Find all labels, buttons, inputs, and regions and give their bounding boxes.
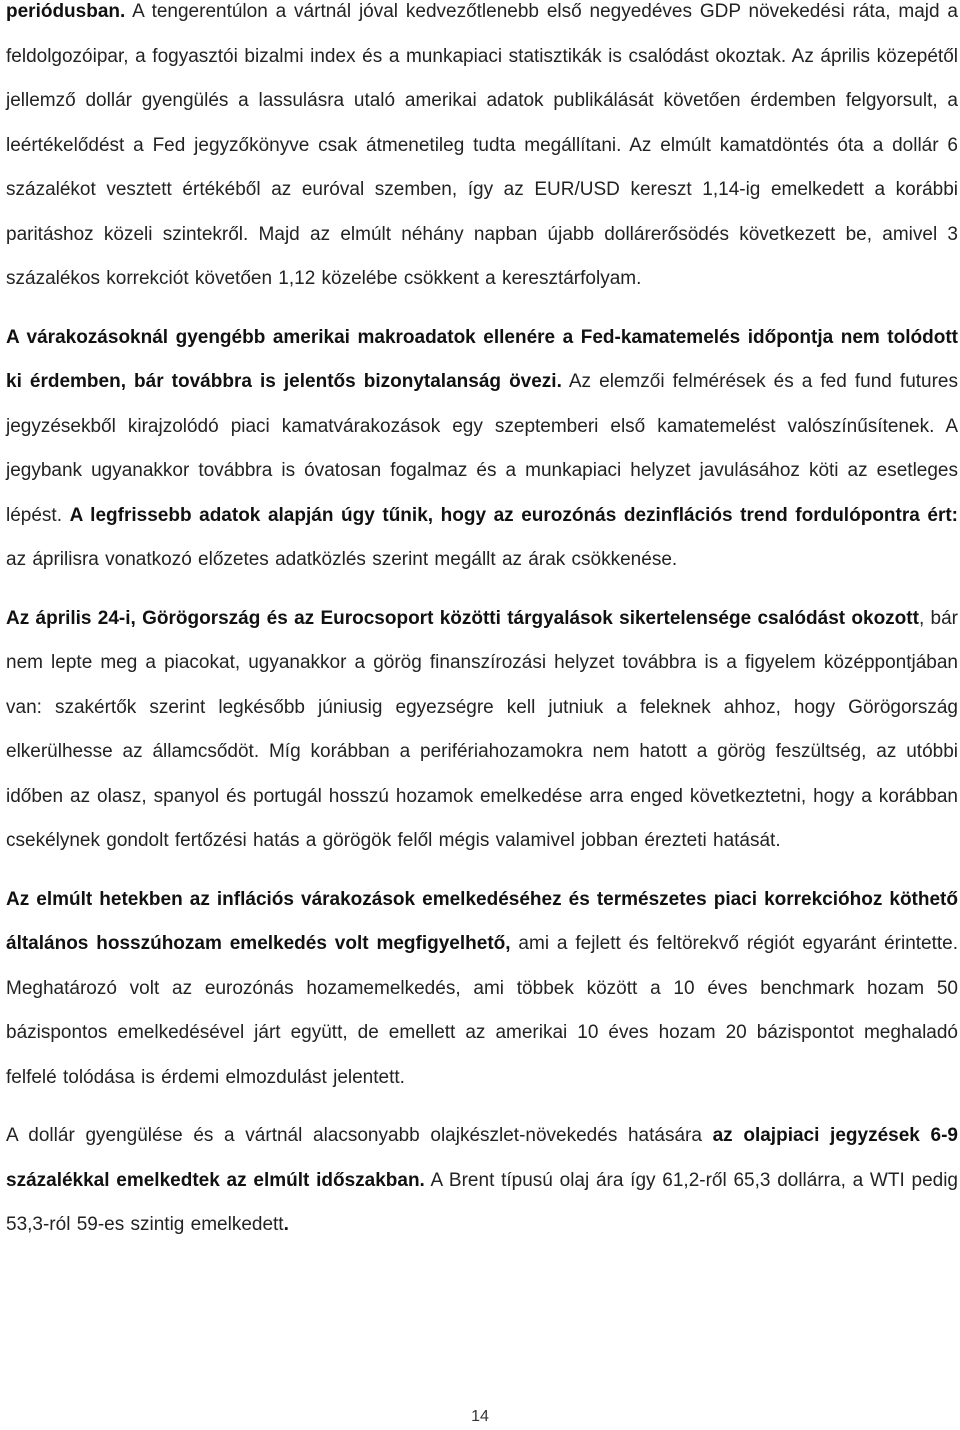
text-segment: az áprilisra vonatkozó előzetes adatközlés szerint megállt az árak csökkenése. (6, 549, 678, 570)
text-segment: ami a fejlett és feltörekvő régiót egyaránt érintette. Meghatározó volt az eurozónás hozamemelkedés, ami többek között a 10 éves benchmark hozam 50 bázispontos emelkedésével járt együtt, de emellett az amerikai 10 éves hozam 20 bázispontot meghaladó felfelé tolódása is érdemi elmozdulást jelentett. (6, 933, 959, 1088)
paragraph-1 (6, 0, 958, 302)
text-segment-bold: Az elmúlt hetekben az inflációs várakozások emelkedéséhez és természetes piaci korrekcióhoz köthető általános hosszúhozam emelkedés volt megfigyelhető, (6, 888, 958, 954)
text-segment: Az elemzői felmérések és a fed fund futures jegyzésekből kirajzolódó piaci kamatvárakozások egy szeptemberi első kamatemelést valószínűsítenek. A jegybank ugyanakkor továbbra is óvatosan fogalmaz és a munkapiaci helyzet javulásához köti az esetleges lépést. (6, 371, 959, 526)
text-segment-bold: Az április 24-i, Görögország és az Eurocsoport közötti tárgyalások sikertelensége csalódást okozott (6, 607, 919, 629)
paragraph-5 (6, 1114, 958, 1248)
paragraph-2 (6, 316, 958, 583)
paragraph-4 (6, 878, 958, 1101)
text-segment-bold: . (283, 1214, 289, 1235)
text-segment: , bár nem lepte meg a piacokat, ugyanakkor a görög finanszírozási helyzet továbbra is a figyelem középpontjában van: szakértők szerint legkésőbb júniusig egyezségre kell jutniuk a feleknek ahhoz, hogy Görögország elkerülhesse az államcsődöt. Míg korábban a perifériahozamokra nem hatott a görög feszültség, az utóbbi időben az olasz, spanyol és portugál hosszú hozamok emelkedése arra enged következtetni, hogy a korábban csekélynek gondolt fertőzési hatás a görögök felől mégis valamivel jobban érezteti hatását. (6, 607, 958, 851)
text-segment: A Brent típusú olaj ára így 61,2-ről 65,3 dollárra, a WTI pedig 53,3-ról 59-es szintig emelkedett (6, 1169, 958, 1235)
text-segment-bold: periódusban. (6, 1, 126, 22)
text-segment-bold: az olajpiaci jegyzések 6-9 százalékkal emelkedtek az elmúlt időszakban. (6, 1125, 958, 1191)
text-segment-bold: A várakozásoknál gyengébb amerikai makroadatok ellenére a Fed-kamatemelés időpontja nem tolódott ki érdemben, bár továbbra is jelentős bizonytalanság övezi. (6, 326, 958, 392)
page-number: 14 (471, 1408, 489, 1425)
text-segment: A dollár gyengülése és a vártnál alacsonyabb olajkészlet-növekedés hatására (6, 1125, 713, 1146)
text-segment: A tengerentúlon a vártnál jóval kedvezőtlenebb első negyedéves GDP növekedési ráta, majd a feldolgozóipar, a fogyasztói bizalmi index és a munkapiaci statisztikák is csalódást okoztak. Az április közepétől jellemző dollár gyengülés a lassulásra utaló amerikai adatok publikálását követően érdemben felgyorsult, a leértékelődést a Fed jegyzőkönyve csak átmenetileg tudta megállítani. Az elmúlt kamatdöntés óta a dollár 6 százalékot vesztett értékéből az euróval szemben, így az EUR/USD kereszt 1,14-ig emelkedett a korábbi paritáshoz közeli szintekről. Majd az elmúlt néhány napban újabb dollárerősödés következett be, amivel 3 százalékos korrekciót követően 1,12 közelébe csökkent a keresztárfolyam. (6, 1, 958, 289)
text-segment-bold: A legfrissebb adatok alapján úgy tűnik, hogy az eurozónás dezinflációs trend fordulópontra ért: (69, 504, 958, 526)
document-body (6, 0, 958, 1262)
paragraph-3 (6, 597, 958, 864)
